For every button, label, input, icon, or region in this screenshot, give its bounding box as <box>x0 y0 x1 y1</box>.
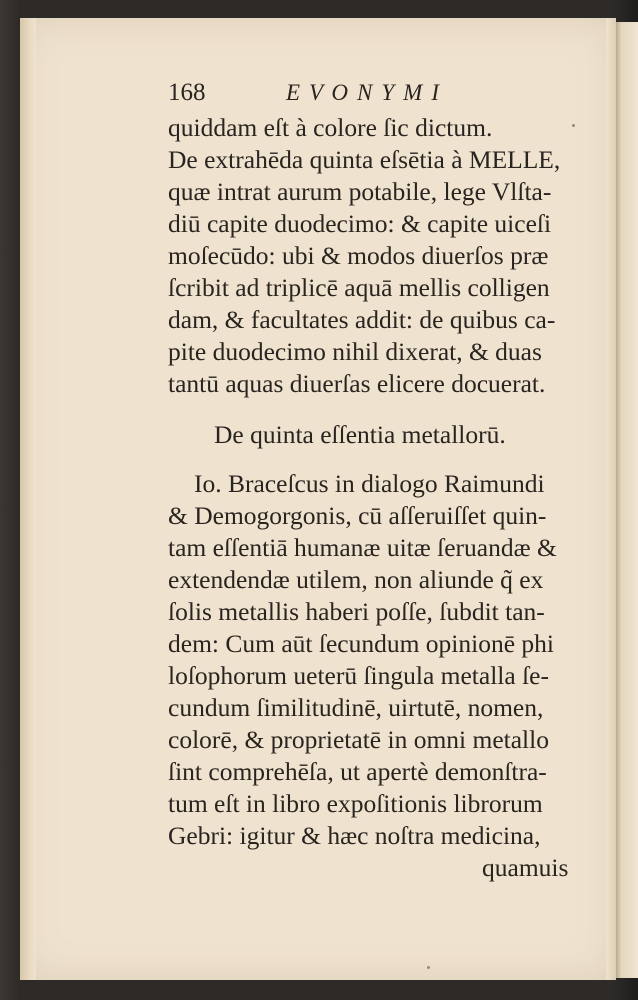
catchword: quamuis <box>482 853 569 882</box>
text-line: De extrahēda quinta eſsētia à MELLE, <box>168 145 561 174</box>
paper-speck <box>572 124 575 127</box>
text-line: moſecūdo: ubi & modos diuerſos præ <box>168 241 549 270</box>
text-line: & Demogorgonis, cū aſſeruiſſet quin- <box>168 501 547 530</box>
text-line: extendendæ utilem, non aliunde q̃ ex <box>168 565 544 594</box>
text-line: colorē, & proprietatē in omni metallo <box>168 725 549 754</box>
page-outer-edge <box>606 18 616 980</box>
page-number: 168 <box>168 79 206 106</box>
running-title: EVONYMI <box>286 80 448 105</box>
text-line: ſolis metallis haberi poſſe, ſubdit tan- <box>168 597 545 626</box>
page-gutter-shadow <box>20 18 36 980</box>
text-line: quiddam eſt à colore ſic dictum. <box>168 113 493 142</box>
text-line: tum eſt in libro expoſitionis librorum <box>168 789 543 818</box>
text-line: tantū aquas diuerſas elicere docuerat. <box>168 369 546 398</box>
section-heading: De quinta eſſentia metallorū. <box>214 420 506 449</box>
text-line: pite duodecimo nihil dixerat, & duas <box>168 337 542 366</box>
text-line: tam eſſentiā humanæ uitæ ſeruandæ & <box>168 533 557 562</box>
text-line: quæ intrat aurum potabile, lege Vlſta- <box>168 177 552 206</box>
adjacent-page-edge <box>616 22 638 978</box>
text-line: diū capite duodecimo: & capite uiceſi <box>168 209 552 238</box>
paper-speck <box>427 966 430 969</box>
text-line: Io. Braceſcus in dialogo Raimundi <box>194 469 545 498</box>
text-line: ſcribit ad triplicē aquā mellis colligen <box>168 273 550 302</box>
text-line: loſophorum ueterū ſingula metalla ſe- <box>168 661 549 690</box>
text-line: dem: Cum aūt ſecundum opinionē phi <box>168 629 554 658</box>
text-line: ſint comprehēſa, ut apertè demonſtra- <box>168 757 547 786</box>
running-head <box>168 78 588 108</box>
text-line: Gebri: igitur & hæc noſtra medicina, <box>168 821 541 850</box>
text-line: cundum ſimilitudinē, uirtutē, nomen, <box>168 693 544 722</box>
text-line: dam, & facultates addit: de quibus ca- <box>168 305 556 334</box>
